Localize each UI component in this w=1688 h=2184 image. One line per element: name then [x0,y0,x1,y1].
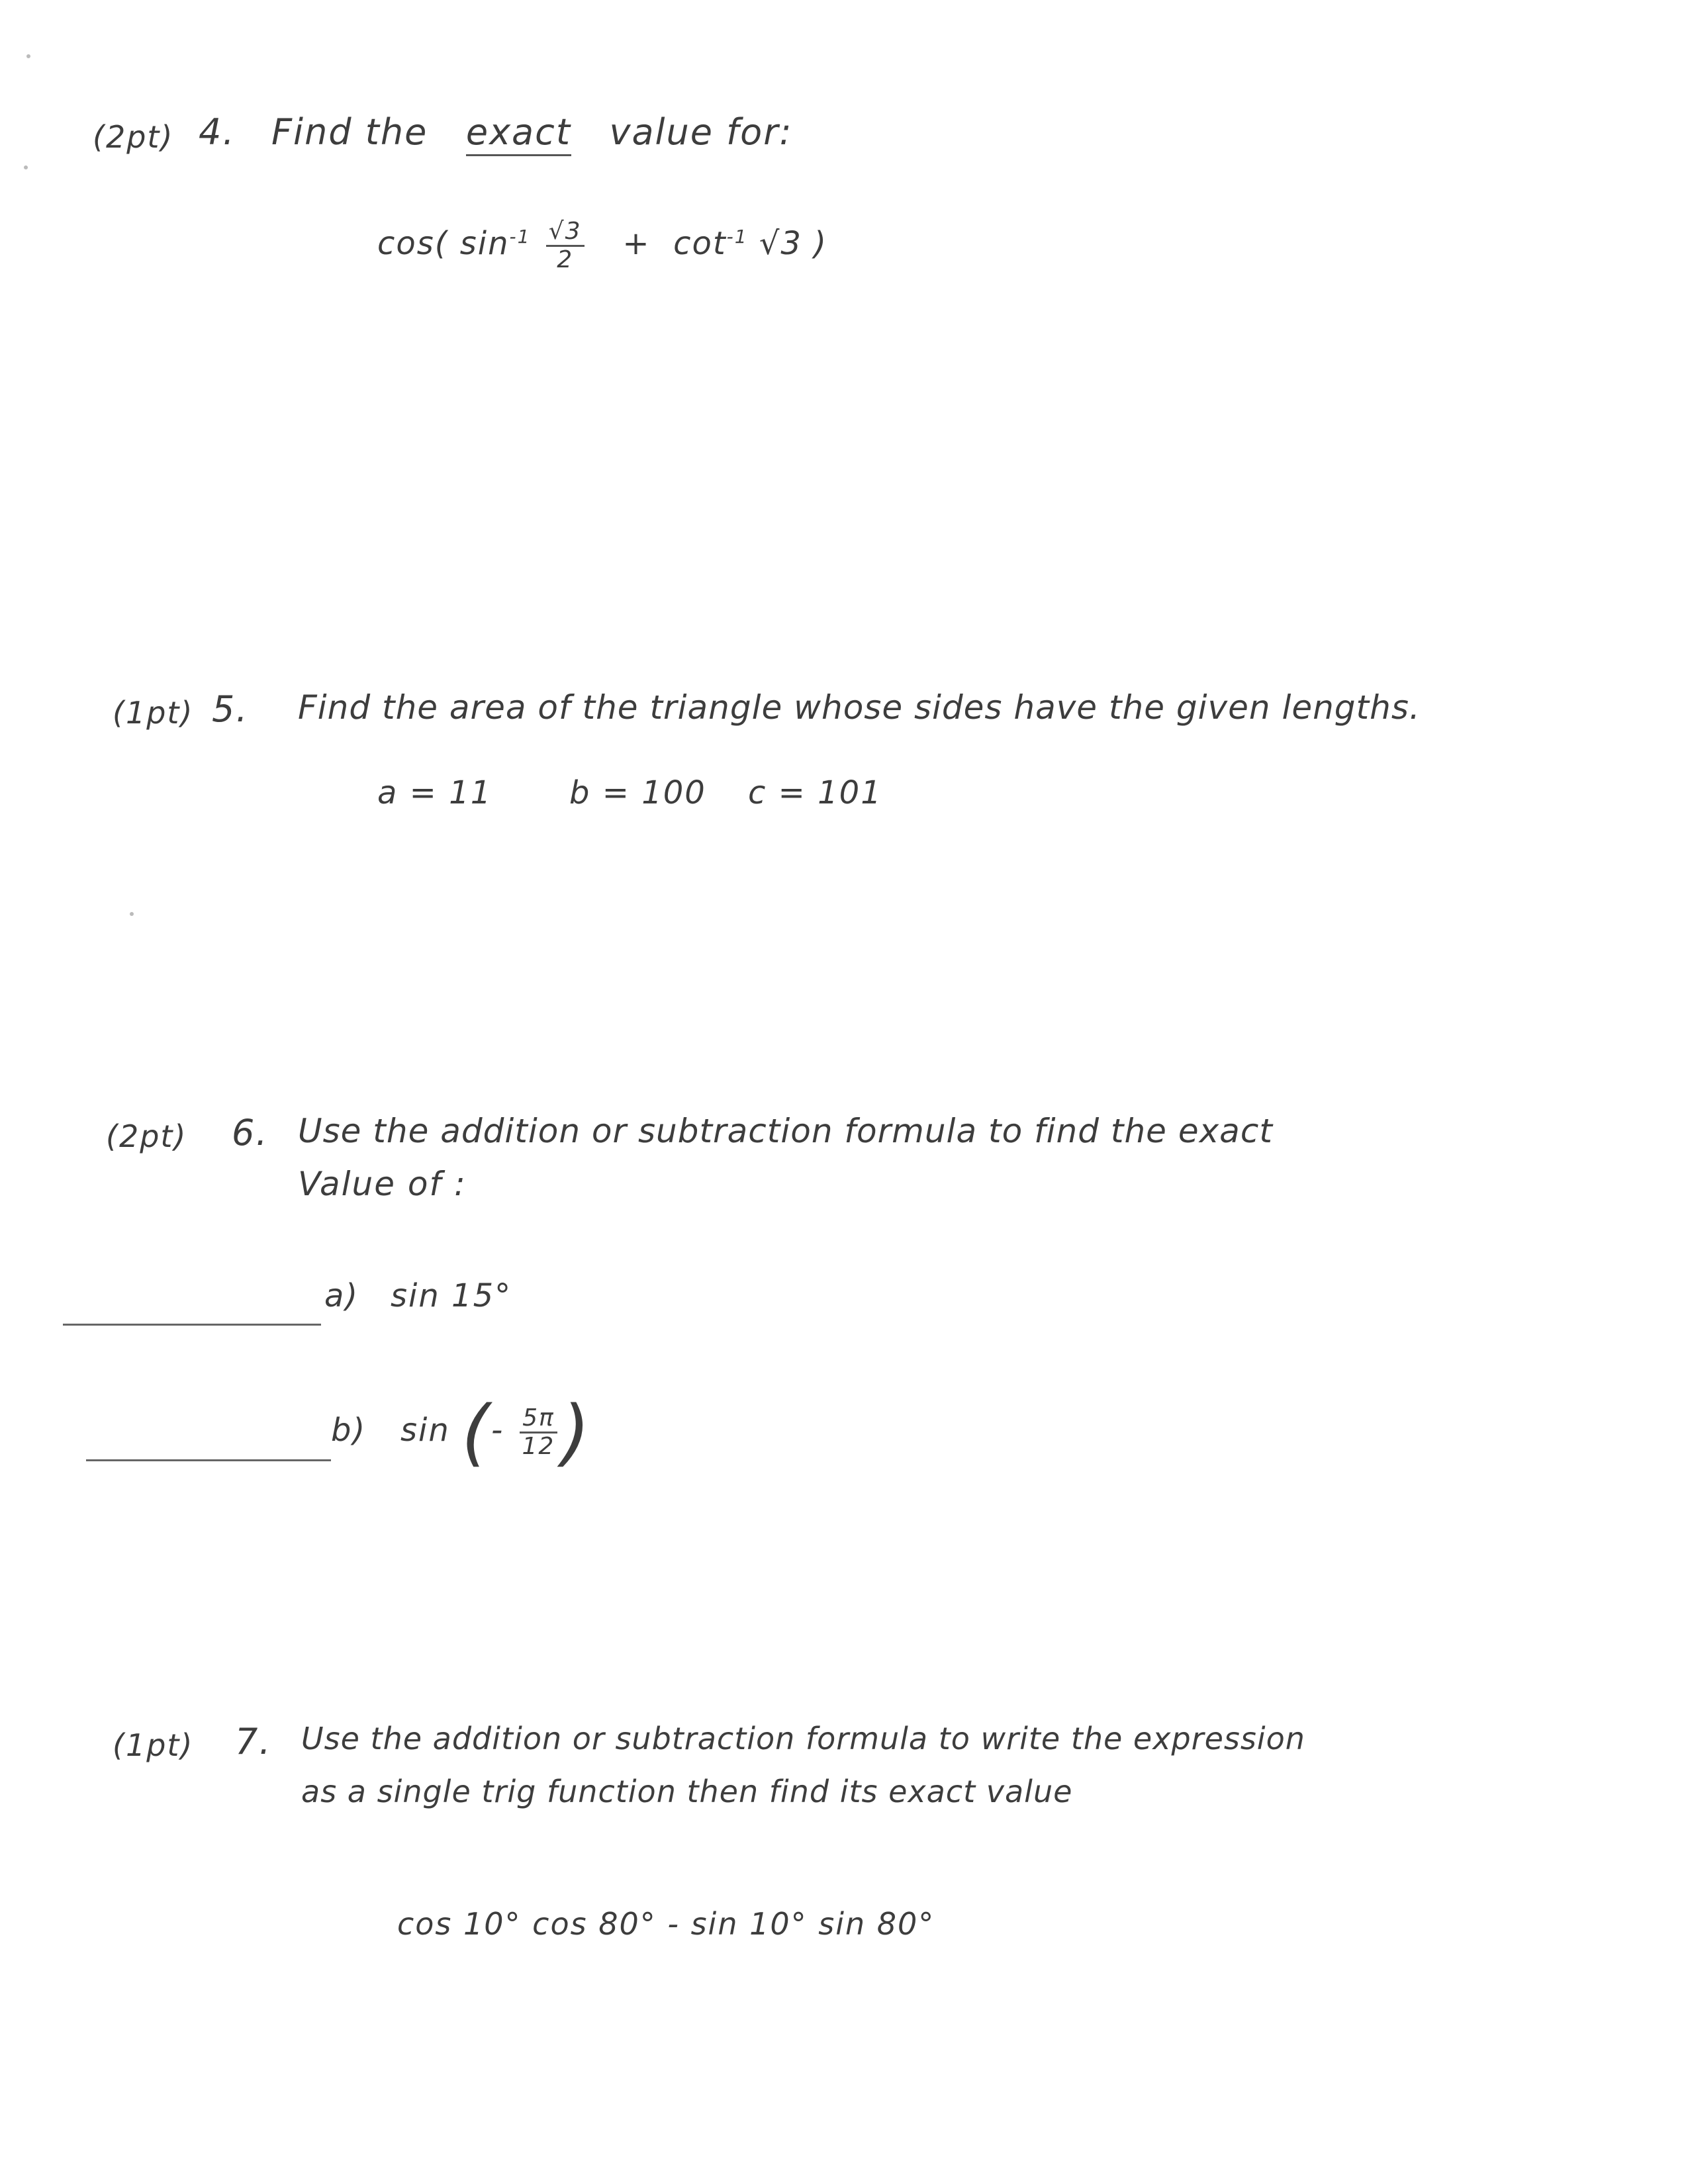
q6b-sign: - [491,1412,504,1449]
q5-prompt: Find the area of the triangle whose sides have the given lengths. [298,688,1421,727]
q4-fraction [546,218,585,273]
q4-prompt-before: Find the [271,111,428,153]
q6b-answer-line[interactable] [86,1459,331,1461]
scan-speck [26,54,30,58]
q4-sin: sin [459,225,510,263]
q6b-close-paren: ) [561,1390,592,1475]
q4-close: ) [814,225,827,263]
q4-plus: + [622,225,651,263]
q4-number: 4. [199,111,236,153]
q5-side-a: a = 11 [377,774,492,811]
q6b-label: b) [331,1412,367,1449]
q6-prompt-line1: Use the addition or subtraction formula to find the exact [298,1112,1273,1150]
q4-cos: cos( [377,225,449,263]
q5-side-b: b = 100 [569,774,706,811]
q6b-frac-den: 12 [522,1432,555,1460]
q5-number: 5. [212,688,249,730]
q6a-expr: sin 15° [391,1277,512,1314]
q4-sin-inverse: -1 [509,226,531,248]
q4-cot-inverse: -1 [726,226,748,248]
q4-frac-num: √3 [546,218,585,247]
q6b-fraction [520,1405,558,1459]
q6b-expression [331,1390,591,1475]
q6b-frac-num: 5π [520,1405,558,1433]
scan-speck [24,165,28,169]
q4-prompt [271,111,793,153]
q4-prompt-after: value for: [609,111,793,153]
q7-expression: cos 10° cos 80° - sin 10° sin 80° [397,1906,935,1942]
q4-points: (2pt) [93,119,174,155]
q6-number: 6. [232,1112,269,1154]
q4-cot: cot [673,225,727,263]
q7-prompt-line2: as a single trig function then find its exact value [301,1774,1073,1809]
q4-root: √3 [759,225,802,263]
q4-frac-den: 2 [557,246,574,273]
q6a-answer-line[interactable] [63,1324,321,1326]
q6-prompt-line2: Value of : [298,1165,467,1203]
q4-prompt-emphasis: exact [466,111,571,156]
scan-speck [130,912,134,916]
q5-side-c: c = 101 [748,774,882,811]
q6a-label: a) [324,1277,359,1314]
q5-points: (1pt) [113,695,194,731]
q7-prompt-line1: Use the addition or subtraction formula to write the expression [301,1721,1305,1756]
q4-expression [377,218,827,273]
q7-number: 7. [235,1721,272,1762]
q7-points: (1pt) [113,1727,194,1763]
q6-points: (2pt) [106,1118,187,1154]
q6b-func: sin [400,1412,450,1449]
q6b-open-paren: ( [461,1390,491,1475]
